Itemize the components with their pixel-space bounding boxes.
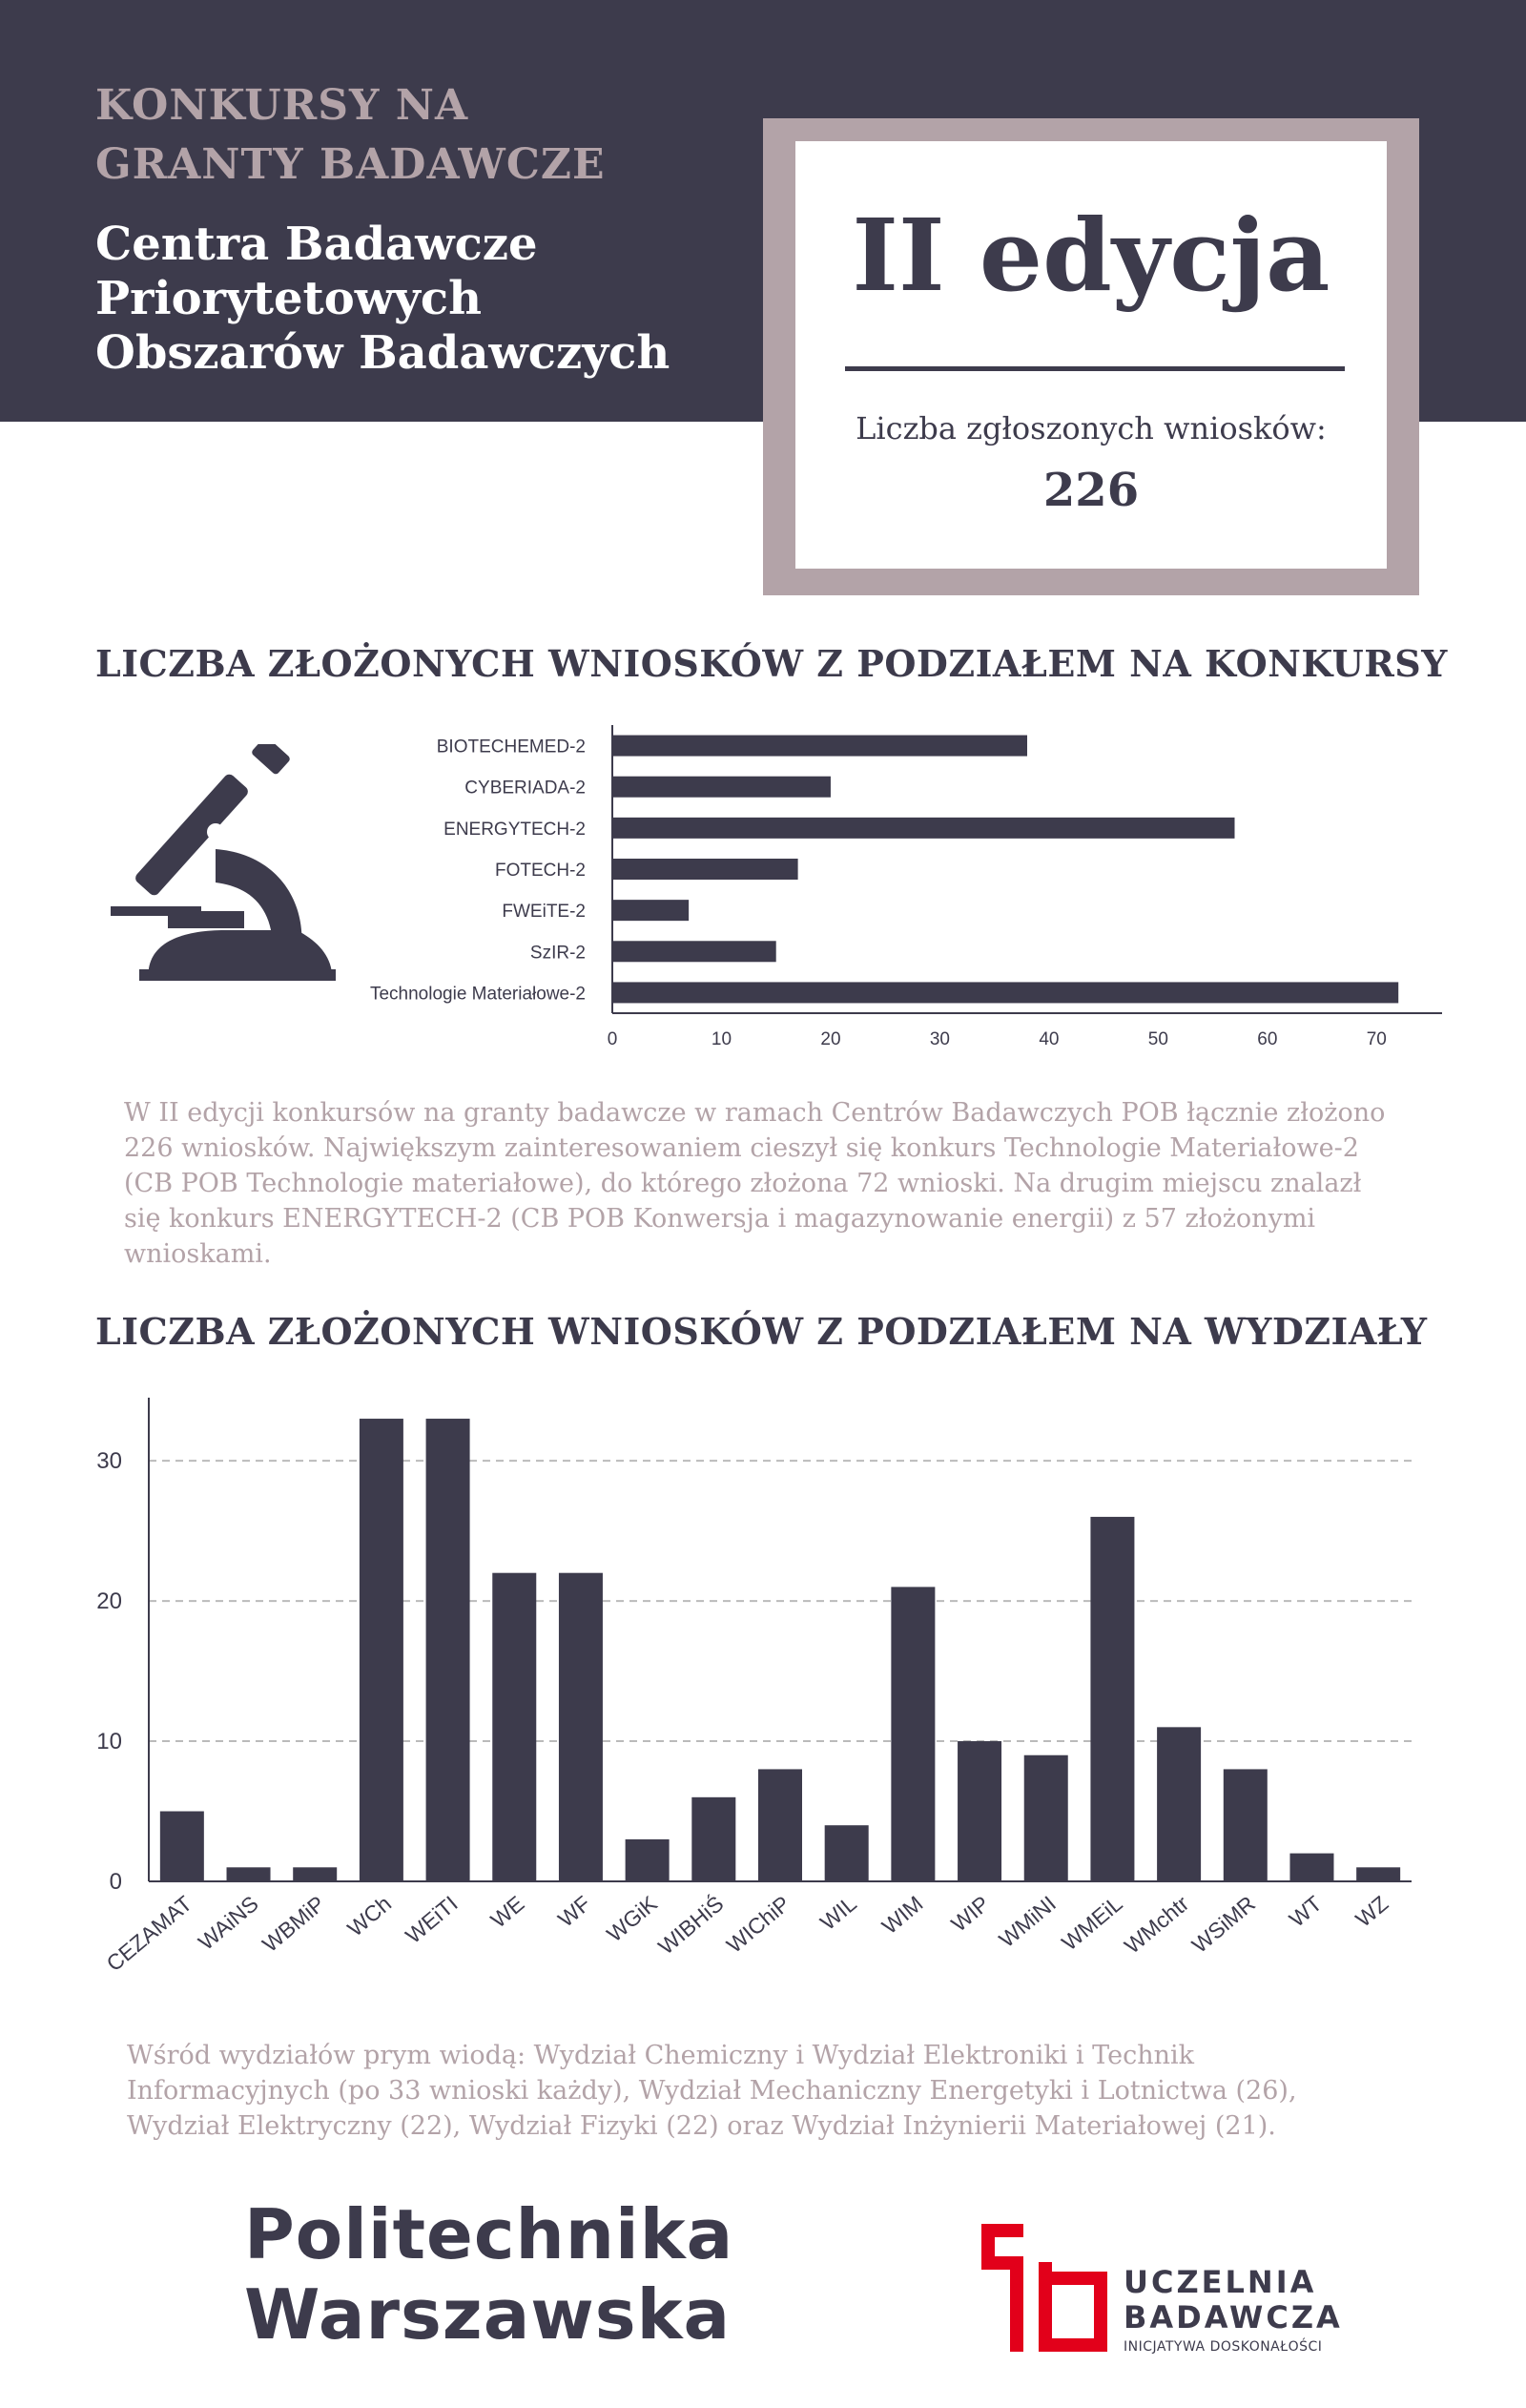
bar [825,1825,869,1881]
edition-label: Liczba zgłoszonych wniosków: [856,410,1327,446]
category-label: SzIR-2 [529,943,586,964]
paragraph-line: wnioskami. [124,1239,272,1269]
paragraph-line: Wśród wydziałów prym wiodą: Wydział Chemiczny i Wydział Elektroniki i Technik [127,2041,1194,2070]
bar [1157,1727,1201,1881]
category-label: WZ [1351,1890,1393,1932]
category-label: FOTECH-2 [495,861,586,881]
paragraph-line: się konkurs ENERGYTECH-2 (CB POB Konwersja i magazynowanie energii) z 57 złożonymi [124,1204,1316,1234]
category-label: WIM [876,1890,928,1940]
bar [1090,1517,1134,1881]
x-tick-label: 20 [820,1029,841,1049]
bar [612,736,1027,757]
category-label: WMEiL [1057,1890,1127,1956]
bar [626,1839,670,1881]
y-tick-label: 20 [96,1588,122,1615]
bar [293,1867,337,1881]
bar [891,1587,935,1881]
bar [612,941,776,962]
bar [612,777,831,798]
subtitle-line: Centra Badawcze [95,218,538,271]
bar [360,1419,403,1881]
bar [612,982,1398,1003]
category-label: Technologie Materiałowe-2 [369,984,586,1005]
category-label: CEZAMAT [101,1890,197,1977]
category-label: WF [553,1890,596,1932]
category-label: FWEiTE-2 [502,902,586,923]
y-tick-label: 0 [109,1869,122,1895]
edition-divider [845,366,1345,371]
category-label: WT [1284,1890,1327,1932]
bar [160,1812,204,1881]
competitions-title: LICZBA ZŁOŻONYCH WNIOSKÓW Z PODZIAŁEM NA KONKURSY [95,642,1448,685]
subtitle-line: Obszarów Badawczych [95,326,670,380]
bar [1289,1854,1333,1881]
category-label: WEiTI [401,1890,463,1949]
category-label: ENERGYTECH-2 [443,819,586,840]
bar [1024,1755,1068,1881]
logo-line: BADAWCZA [1124,2299,1343,2335]
y-tick-label: 30 [96,1448,122,1475]
category-label: WCh [342,1890,397,1941]
bar [559,1573,603,1881]
x-tick-label: 40 [1039,1029,1060,1049]
category-label: WMiNI [994,1890,1061,1953]
politechnika-warszawska-logo [244,2194,733,2355]
x-tick-label: 70 [1366,1029,1387,1049]
bar [227,1867,271,1881]
faculties-bar-chart [0,1388,1526,2018]
category-label: WAiNS [193,1890,263,1955]
category-label: BIOTECHEMED-2 [436,737,586,758]
bar [758,1769,802,1881]
paragraph-line: Informacyjnych (po 33 wnioski każdy), Wydział Mechaniczny Energetyki i Lotnictwa (26), [127,2076,1297,2106]
x-tick-label: 10 [711,1029,732,1049]
x-tick-label: 0 [607,1029,618,1049]
subtitle-line: Priorytetowych [95,272,483,325]
x-tick-label: 50 [1147,1029,1168,1049]
competitions-paragraph [124,1095,1459,1272]
bar [612,900,689,921]
category-label: WE [485,1890,529,1933]
uczelnia-badawcza-mark [979,2221,1112,2355]
x-tick-label: 60 [1257,1029,1278,1049]
y-tick-label: 10 [96,1729,122,1755]
faculties-title: LICZBA ZŁOŻONYCH WNIOSKÓW Z PODZIAŁEM NA WYDZIAŁY [95,1310,1428,1353]
category-label: WSiMR [1186,1890,1261,1958]
bar [1356,1867,1400,1881]
x-tick-label: 30 [929,1029,950,1049]
paragraph-line: Wydział Elektryczny (22), Wydział Fizyki (22) oraz Wydział Inżynierii Materiałowej (21). [127,2111,1276,2141]
edition-title: II edycja [852,197,1330,314]
paragraph-line: 226 wniosków. Największym zainteresowaniem cieszył się konkurs Technologie Materiałowe-2 [124,1133,1359,1163]
logo-line: Warszawska [244,2274,732,2355]
edition-card [795,141,1387,569]
bar [958,1741,1001,1881]
category-label: WIChiP [721,1890,795,1958]
category-label: WMchtr [1119,1890,1194,1959]
uczelnia-badawcza-tagline: INICJATYWA DOSKONAŁOŚCI [1124,2339,1323,2355]
category-label: WBMiP [257,1890,330,1958]
bar [612,859,798,880]
uczelnia-badawcza-wordmark [1124,2264,1343,2335]
logo-line: UCZELNIA [1124,2264,1317,2300]
category-label: WIL [815,1890,861,1936]
category-label: WGiK [602,1890,662,1947]
logo-line: Politechnika [244,2194,734,2274]
header-subtitle [95,218,706,381]
category-label: CYBERIADA-2 [464,778,586,799]
faculties-paragraph [127,2038,1462,2144]
paragraph-line: (CB POB Technologie materiałowe), do którego złożona 72 wnioski. Na drugim miejscu znalazł [124,1169,1362,1198]
bar [426,1419,470,1881]
bar [492,1573,536,1881]
bar [612,818,1235,839]
category-label: WIBHiŚ [653,1890,729,1960]
bar [691,1797,735,1881]
category-label: WIP [946,1890,995,1937]
paragraph-line: W II edycji konkursów na granty badawcze w ramach Centrów Badawczych POB łącznie złożono [124,1098,1386,1128]
competitions-bar-chart [0,717,1526,1061]
bar [1224,1769,1268,1881]
header-kicker: KONKURSY NA GRANTY BADAWCZE [95,81,606,189]
edition-count: 226 [1042,464,1140,517]
